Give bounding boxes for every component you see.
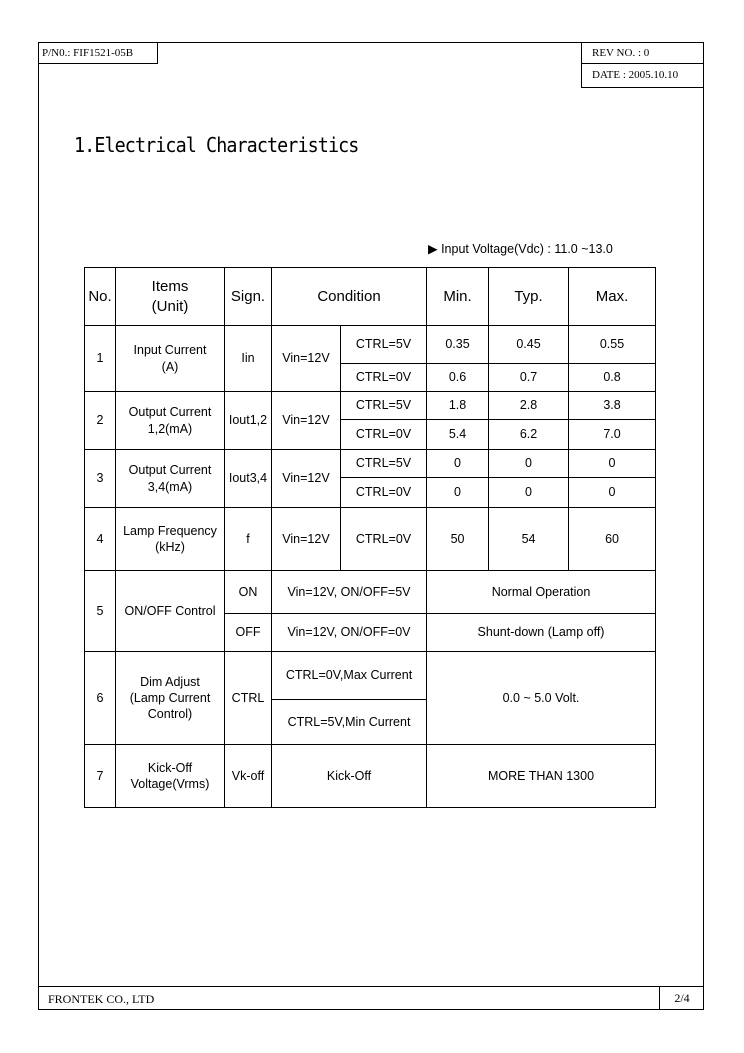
- row-typ: 54: [489, 508, 569, 571]
- table-row: [85, 652, 656, 700]
- revision-number: REV NO. : 0: [582, 42, 704, 64]
- row-min: 50: [427, 508, 489, 571]
- row-value: Normal Operation: [427, 571, 656, 614]
- row-no: 6: [85, 652, 116, 745]
- table-row: [85, 326, 656, 364]
- row-item: Dim Adjust (Lamp Current Control): [116, 652, 225, 745]
- row-ctrl: CTRL=5V: [341, 450, 427, 478]
- row-no: 3: [85, 450, 116, 508]
- header-row: [85, 268, 656, 326]
- row-typ: 0.45: [489, 326, 569, 364]
- row-ctrl: CTRL=5V: [341, 326, 427, 364]
- electrical-characteristics-table: [84, 267, 656, 808]
- table-row: [85, 508, 656, 571]
- header-condition: Condition: [272, 268, 427, 326]
- row-min: 0: [427, 450, 489, 478]
- row-sign: Vk-off: [225, 745, 272, 808]
- input-voltage-note: ▶ Input Voltage(Vdc) : 11.0 ~13.0: [428, 242, 613, 256]
- row-sign: Iout3,4: [225, 450, 272, 508]
- row-vin: Vin=12V: [272, 508, 341, 571]
- part-number: P/N0.: FIF1521-05B: [38, 42, 158, 64]
- row-vin: Vin=12V: [272, 450, 341, 508]
- row-vin: Vin=12V: [272, 392, 341, 450]
- row-item: Kick-Off Voltage(Vrms): [116, 745, 225, 808]
- header-sign: Sign.: [225, 268, 272, 326]
- row-item: Lamp Frequency (kHz): [116, 508, 225, 571]
- row-ctrl: CTRL=0V: [341, 420, 427, 450]
- row-min: 0.6: [427, 364, 489, 392]
- row-item: ON/OFF Control: [116, 571, 225, 652]
- row-value: 0.0 ~ 5.0 Volt.: [427, 652, 656, 745]
- row-condition: Vin=12V, ON/OFF=0V: [272, 614, 427, 652]
- table-row: [85, 392, 656, 420]
- row-typ: 6.2: [489, 420, 569, 450]
- table-row: [85, 571, 656, 614]
- row-value: Shunt-down (Lamp off): [427, 614, 656, 652]
- header-items: Items (Unit): [116, 268, 225, 326]
- row-min: 5.4: [427, 420, 489, 450]
- row-typ: 2.8: [489, 392, 569, 420]
- revision-date: DATE : 2005.10.10: [592, 69, 679, 81]
- header-min: Min.: [427, 268, 489, 326]
- row-sign: f: [225, 508, 272, 571]
- row-max: 0: [569, 450, 656, 478]
- row-ctrl: CTRL=0V: [341, 364, 427, 392]
- row-sign: Iout1,2: [225, 392, 272, 450]
- company-name: FRONTEK CO., LTD: [48, 992, 155, 1006]
- row-item: Output Current 1,2(mA): [116, 392, 225, 450]
- row-condition: CTRL=5V,Min Current: [272, 700, 427, 745]
- row-typ: 0.7: [489, 364, 569, 392]
- row-sign: CTRL: [225, 652, 272, 745]
- row-max: 7.0: [569, 420, 656, 450]
- page-number: 2/4: [659, 987, 704, 1009]
- row-typ: 0: [489, 478, 569, 508]
- table-row: [85, 745, 656, 808]
- revision-box: [581, 42, 704, 88]
- row-ctrl: CTRL=0V: [341, 508, 427, 571]
- row-vin: Vin=12V: [272, 326, 341, 392]
- row-no: 5: [85, 571, 116, 652]
- row-item: Input Current (A): [116, 326, 225, 392]
- row-value: MORE THAN 1300: [427, 745, 656, 808]
- row-sign: OFF: [225, 614, 272, 652]
- row-condition: Kick-Off: [272, 745, 427, 808]
- row-no: 7: [85, 745, 116, 808]
- row-max: 0.8: [569, 364, 656, 392]
- row-min: 0.35: [427, 326, 489, 364]
- table-row: [85, 450, 656, 478]
- header-max: Max.: [569, 268, 656, 326]
- row-ctrl: CTRL=0V: [341, 478, 427, 508]
- header-typ: Typ.: [489, 268, 569, 326]
- row-max: 0.55: [569, 326, 656, 364]
- row-max: 60: [569, 508, 656, 571]
- row-condition: Vin=12V, ON/OFF=5V: [272, 571, 427, 614]
- row-max: 3.8: [569, 392, 656, 420]
- row-typ: 0: [489, 450, 569, 478]
- section-title: 1.Electrical Characteristics: [74, 133, 359, 157]
- row-ctrl: CTRL=5V: [341, 392, 427, 420]
- header-no: No.: [85, 268, 116, 326]
- row-sign: ON: [225, 571, 272, 614]
- page-footer: [38, 986, 704, 1010]
- row-item: Output Current 3,4(mA): [116, 450, 225, 508]
- row-min: 1.8: [427, 392, 489, 420]
- row-no: 4: [85, 508, 116, 571]
- row-sign: Iin: [225, 326, 272, 392]
- row-no: 1: [85, 326, 116, 392]
- row-no: 2: [85, 392, 116, 450]
- row-condition: CTRL=0V,Max Current: [272, 652, 427, 700]
- row-max: 0: [569, 478, 656, 508]
- row-min: 0: [427, 478, 489, 508]
